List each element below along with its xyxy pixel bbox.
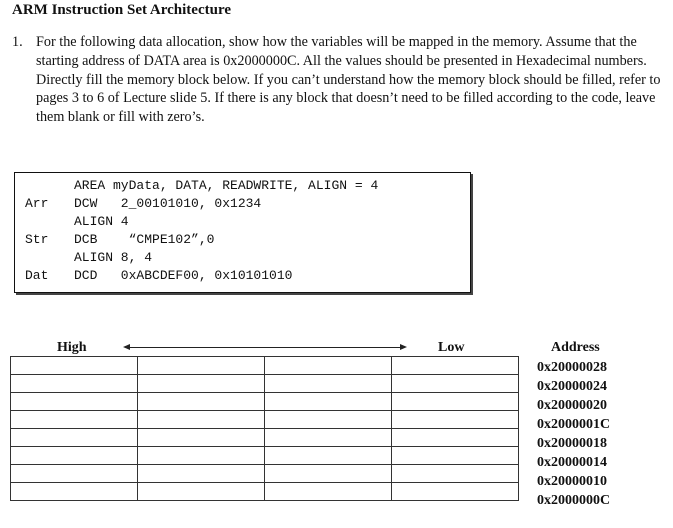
code-label: Str <box>25 232 49 247</box>
address-label: 0x20000014 <box>537 455 607 470</box>
memory-cell[interactable] <box>11 357 138 375</box>
memory-cell[interactable] <box>392 465 519 483</box>
memory-row <box>11 447 519 465</box>
memory-cell[interactable] <box>392 483 519 501</box>
code-text: AREA myData, DATA, READWRITE, ALIGN = 4 <box>74 178 379 193</box>
memory-cell[interactable] <box>138 375 265 393</box>
memory-cell[interactable] <box>265 375 392 393</box>
address-label: 0x20000010 <box>537 474 607 489</box>
address-label: 0x2000000C <box>537 493 611 508</box>
code-text: ALIGN 8, 4 <box>74 250 153 265</box>
memory-row <box>11 357 519 375</box>
memory-cell[interactable] <box>265 447 392 465</box>
memory-cell[interactable] <box>265 429 392 447</box>
code-text: DCD 0xABCDEF00, 0x10101010 <box>74 268 293 283</box>
low-label: Low <box>438 340 465 355</box>
code-label: Arr <box>25 196 49 211</box>
memory-cell[interactable] <box>138 429 265 447</box>
memory-cell[interactable] <box>138 357 265 375</box>
memory-cell[interactable] <box>265 411 392 429</box>
memory-cell[interactable] <box>392 429 519 447</box>
memory-cell[interactable] <box>392 375 519 393</box>
code-line <box>15 268 470 286</box>
memory-row <box>11 393 519 411</box>
memory-row <box>11 465 519 483</box>
code-line <box>15 232 470 250</box>
address-list <box>537 358 610 510</box>
memory-cell[interactable] <box>11 375 138 393</box>
memory-cell[interactable] <box>11 465 138 483</box>
code-line <box>15 250 470 268</box>
memory-cell[interactable] <box>392 357 519 375</box>
memory-cell[interactable] <box>265 483 392 501</box>
memory-cell[interactable] <box>11 393 138 411</box>
memory-cell[interactable] <box>11 429 138 447</box>
code-label: Dat <box>25 268 49 283</box>
code-text: DCW 2_00101010, 0x1234 <box>74 196 262 211</box>
memory-row <box>11 483 519 501</box>
memory-cell[interactable] <box>138 447 265 465</box>
memory-cell[interactable] <box>392 411 519 429</box>
memory-row <box>11 375 519 393</box>
direction-arrow-line <box>129 347 401 348</box>
page-title: ARM Instruction Set Architecture <box>12 2 231 18</box>
memory-row <box>11 411 519 429</box>
question-number: 1. <box>12 34 23 50</box>
address-label: 0x20000028 <box>537 360 607 375</box>
code-line <box>15 178 470 196</box>
code-line <box>15 214 470 232</box>
question-1 <box>12 33 662 127</box>
memory-cell[interactable] <box>265 357 392 375</box>
code-line <box>15 196 470 214</box>
memory-cell[interactable] <box>138 411 265 429</box>
memory-cell[interactable] <box>11 483 138 501</box>
code-block <box>14 172 471 293</box>
high-label: High <box>57 340 87 355</box>
code-text: DCB “CMPE102”,0 <box>74 232 215 247</box>
memory-block-table <box>10 356 519 501</box>
address-header: Address <box>551 340 600 355</box>
address-label: 0x20000020 <box>537 398 607 413</box>
memory-cell[interactable] <box>265 393 392 411</box>
memory-row <box>11 429 519 447</box>
arrow-right-icon <box>400 344 407 350</box>
memory-cell[interactable] <box>265 465 392 483</box>
memory-cell[interactable] <box>392 447 519 465</box>
memory-cell[interactable] <box>11 411 138 429</box>
address-label: 0x20000024 <box>537 379 607 394</box>
memory-cell[interactable] <box>392 393 519 411</box>
code-text: ALIGN 4 <box>74 214 129 229</box>
memory-cell[interactable] <box>138 483 265 501</box>
memory-cell[interactable] <box>11 447 138 465</box>
address-label: 0x20000018 <box>537 436 607 451</box>
memory-cell[interactable] <box>138 465 265 483</box>
memory-cell[interactable] <box>138 393 265 411</box>
address-label: 0x2000001C <box>537 417 611 432</box>
question-text: For the following data allocation, show how the variables will be mapped in the memory. Assume that the starting address of DATA area is 0x2000000C. All the values should be presented in Hexadecimal numbers. Directly fill the memory block below. If you can’t understand how the memory block should be filled, refer to pages 3 to 6 of Lecture slide 5. If there is any block that doesn’t need to be filled according to the code, leave them blank or fill with zero’s. <box>36 34 661 126</box>
